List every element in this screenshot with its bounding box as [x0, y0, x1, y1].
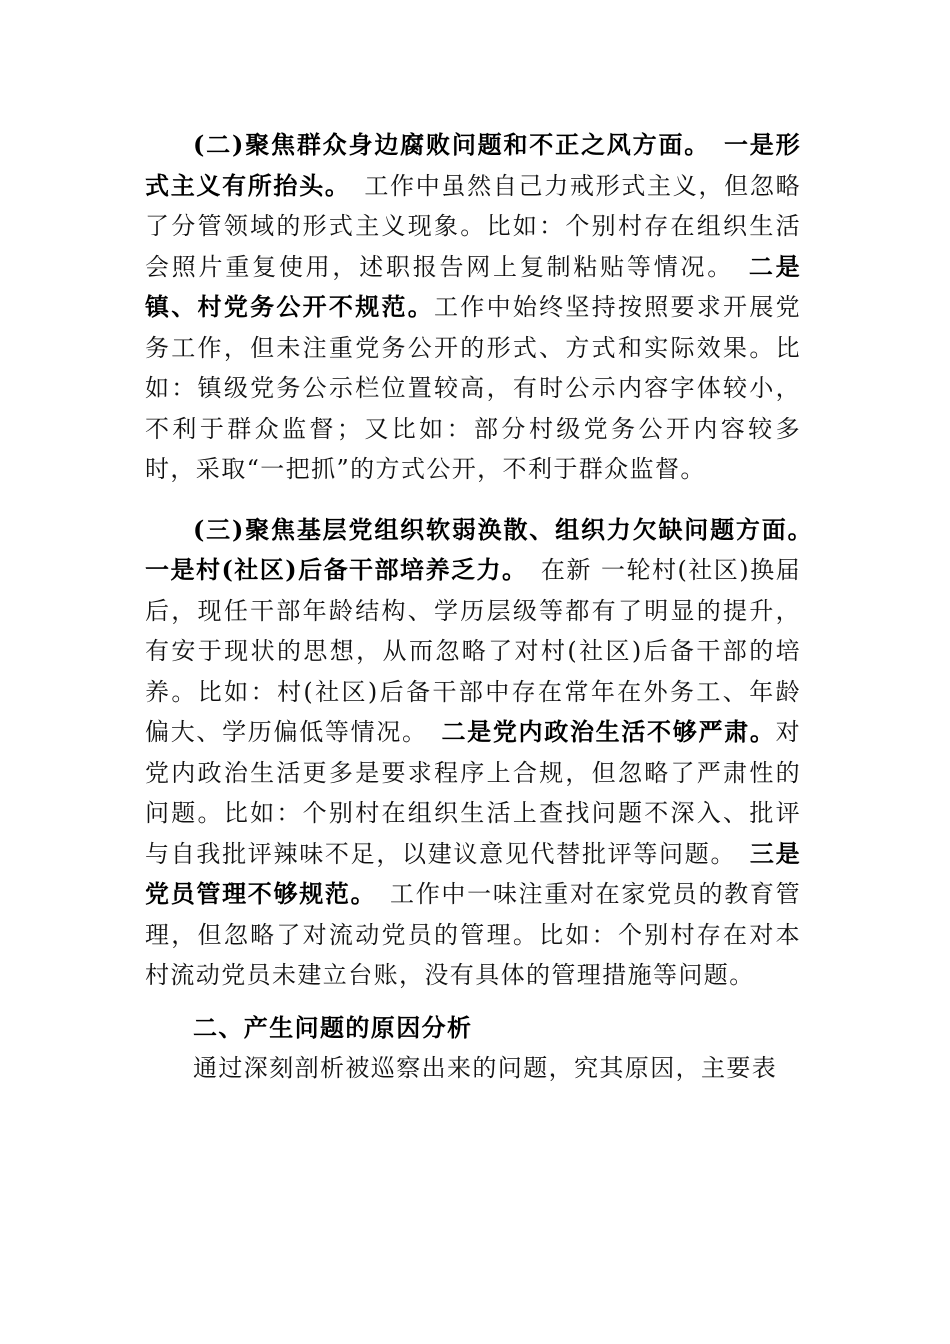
item-text: 工作中虽然自己力戒形式主义，但忽略了分管领域的形式主义现象。比如：个别村存在组织生活会照片重复使用，述职报告网上复制粘贴等情况。	[145, 171, 801, 281]
item-lead: 一是形式主义有所抬头。	[145, 130, 802, 200]
item-lead: 二是镇、村党务公开不规范。	[145, 251, 801, 321]
item-text: 在新 一轮村(社区)换届后，现任干部年龄结构、学历层级等都有了明显的提升，有安于现状的思想，从而忽略了对村(社区)后备干部的培养。比如：村(社区)后备干部中存在常年在外务工、年龄偏大、学历偏低等情况。	[145, 556, 801, 746]
document-page	[145, 125, 801, 1089]
closing-paragraph: 通过深刻剖析被巡察出来的问题，究其原因，主要表	[193, 1054, 778, 1082]
item-lead: 一是村(社区)后备干部培养乏力。	[145, 555, 516, 584]
item-text: 对党内政治生活更多是要求程序上合规，但忽略了严肃性的问题。比如：个别村在组织生活上查找问题不深入、批评与自我批评辣味不足，以建议意见代替批评等问题。	[145, 718, 801, 868]
item-text: 工作中一味注重对在家党员的教育管理，但忽略了对流动党员的管理。比如：个别村存在对本村流动党员未建立台账，没有具体的管理措施等问题。	[145, 880, 801, 989]
item-lead: 三是党员管理不够规范。	[145, 838, 801, 908]
item-text: 工作中始终坚持按照要求开展党务工作，但未注重党务公开的形式、方式和实际效果。比如：镇级党务公示栏位置较高，有时公示内容字体较小，不利于群众监督；又比如：部分村级党务公开内容较多时，采取“一把抓”的方式公开，不利于群众监督。	[145, 293, 801, 483]
cause-analysis-heading: 二、产生问题的原因分析	[193, 1013, 473, 1042]
section-3-paragraph	[145, 510, 801, 996]
section-2-subtitle: (二)聚焦群众身边腐败问题和不正之风方面。	[193, 130, 699, 159]
section-3-subtitle: (三)聚焦基层党组织软弱涣散、组织力欠缺问题方面。	[193, 514, 801, 544]
item-lead: 二是党内政治生活不够严肃。	[441, 717, 776, 746]
section-2-paragraph	[145, 125, 801, 490]
